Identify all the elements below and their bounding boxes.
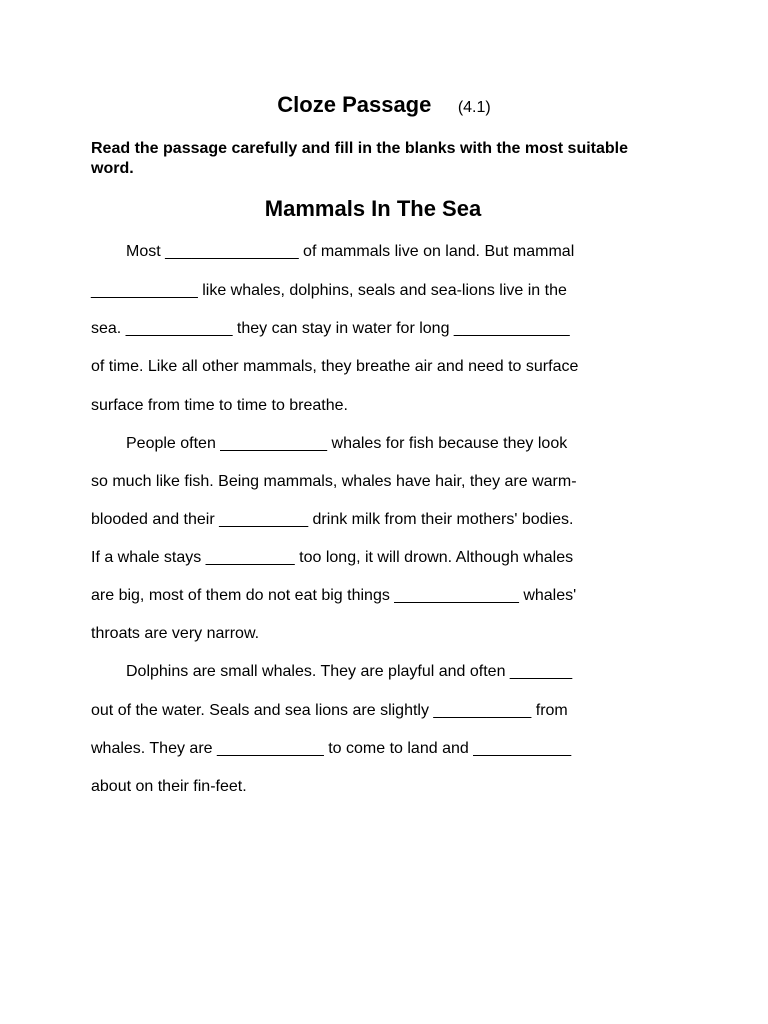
passage-line: are big, most of them do not eat big things ______________ whales' [91, 587, 577, 604]
title-row [0, 92, 768, 118]
passage-line: People often ____________ whales for fish because they look [126, 435, 568, 452]
passage-line: out of the water. Seals and sea lions are slightly ___________ from [91, 702, 568, 719]
passage-line: about on their fin-feet. [91, 778, 247, 795]
passage-line: Most _______________ of mammals live on land. But mammal [126, 243, 575, 260]
passage-line: blooded and their __________ drink milk from their mothers' bodies. [91, 511, 574, 528]
passage-title: Mammals In The Sea [264, 196, 482, 221]
passage-line: Dolphins are small whales. They are playful and often _______ [126, 663, 573, 680]
passage-line: of time. Like all other mammals, they breathe air and need to surface [91, 358, 579, 375]
passage-line: throats are very narrow. [91, 625, 260, 642]
passage-line: If a whale stays __________ too long, it will drown. Although whales [91, 549, 574, 566]
passage-line: ____________ like whales, dolphins, seals and sea-lions live in the [91, 282, 567, 299]
exercise-number: (4.1) [457, 99, 491, 116]
passage-line: whales. They are ____________ to come to land and ___________ [91, 740, 572, 757]
page-title: Cloze Passage [277, 92, 432, 117]
passage-line: so much like fish. Being mammals, whales have hair, they are warm- [91, 473, 577, 490]
instructions: Read the passage carefully and fill in the blanks with the most suitable word. [91, 140, 629, 177]
passage-line: surface from time to time to breathe. [91, 397, 348, 414]
passage-line: sea. ____________ they can stay in water for long _____________ [91, 320, 570, 337]
